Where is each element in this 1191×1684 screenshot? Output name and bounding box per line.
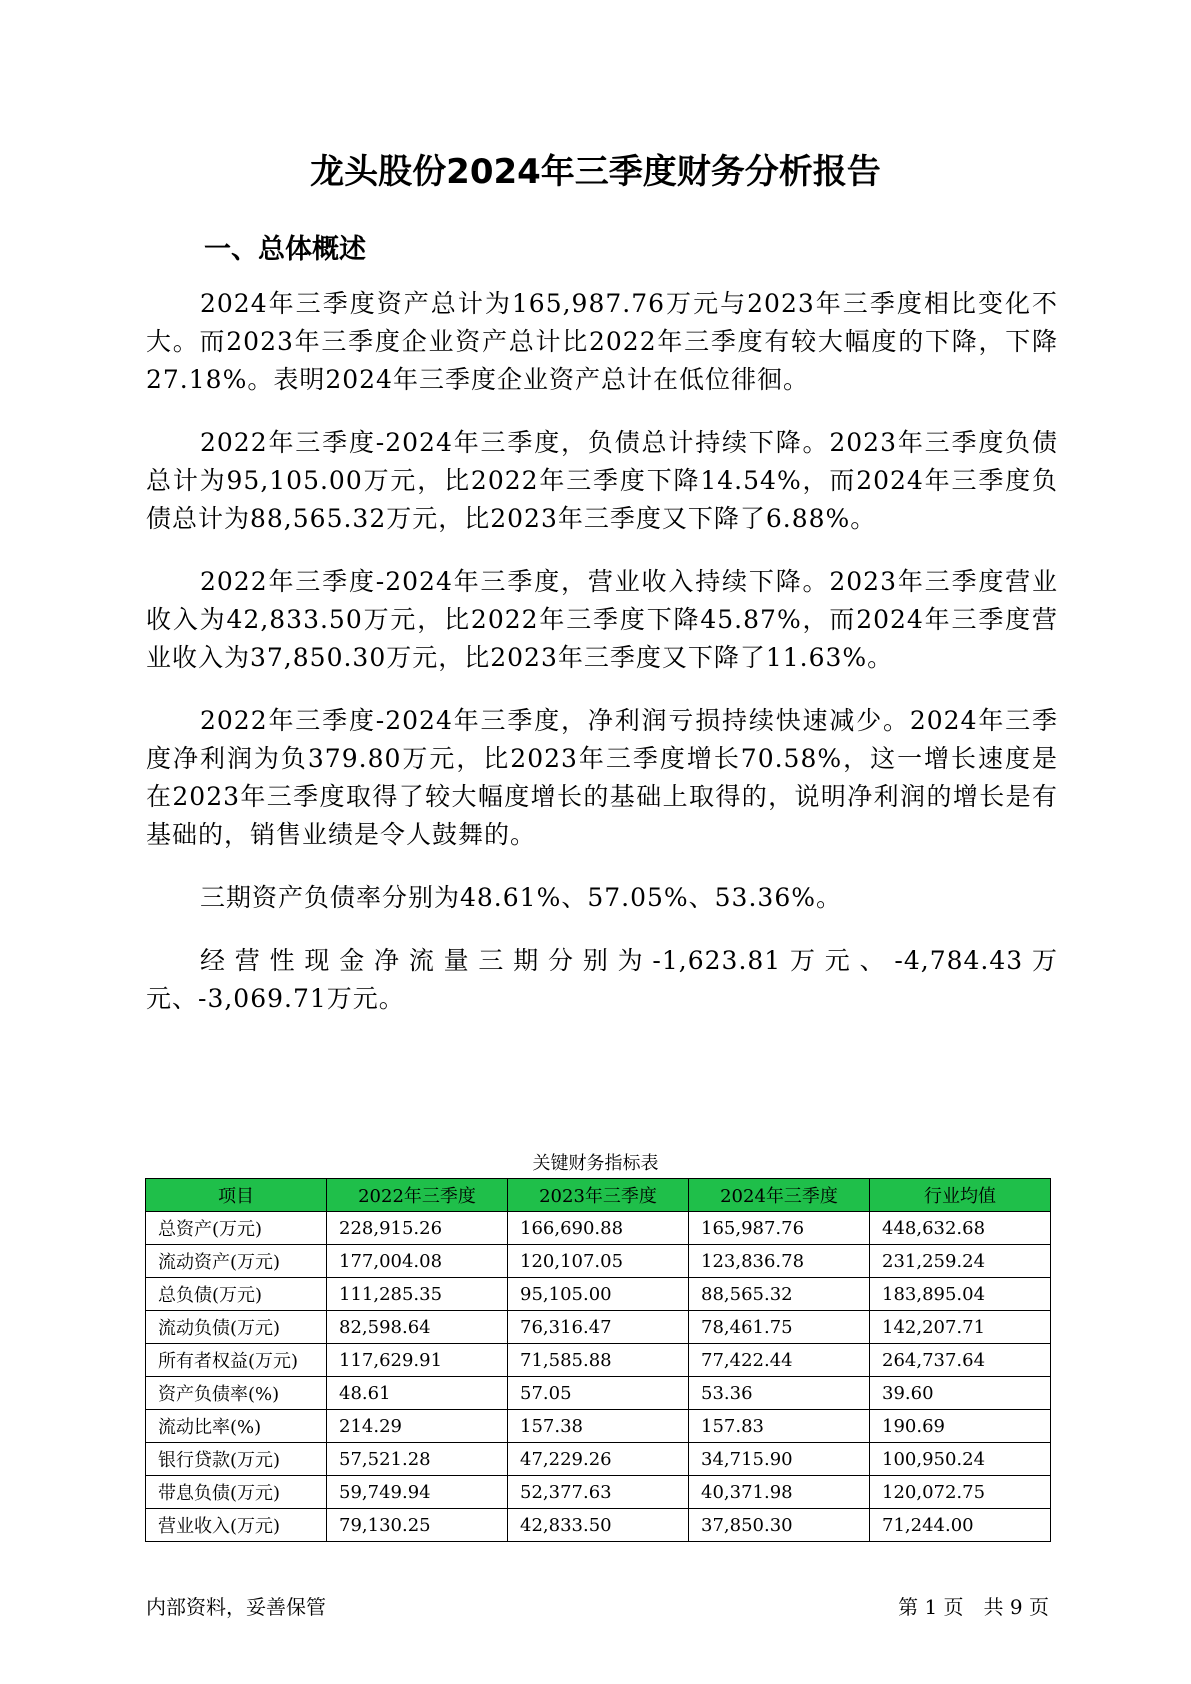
cell-2022-q3: 117,629.91 xyxy=(327,1344,508,1377)
footer-confidential-note: 内部资料，妥善保管 xyxy=(146,1595,326,1619)
paragraph-debt-ratio: 三期资产负债率分别为48.61%、57.05%、53.36%。 xyxy=(200,883,842,912)
row-label: 带息负债(万元) xyxy=(146,1476,327,1509)
table-row xyxy=(146,1245,1051,1278)
cell-2023-q3: 57.05 xyxy=(508,1377,689,1410)
paragraph-cash-flow: 经营性现金净流量三期分别为-1,623.81万元、-4,784.43万元、-3,069.71万元。 xyxy=(146,946,1058,1013)
cell-2023-q3: 120,107.05 xyxy=(508,1245,689,1278)
cell-2024-q3: 157.83 xyxy=(689,1410,870,1443)
table-caption: 关键财务指标表 xyxy=(532,1153,659,1174)
cell-industry-average: 120,072.75 xyxy=(870,1476,1051,1509)
cell-2024-q3: 53.36 xyxy=(689,1377,870,1410)
cell-2023-q3: 157.38 xyxy=(508,1410,689,1443)
cell-industry-average: 142,207.71 xyxy=(870,1311,1051,1344)
cell-industry-average: 448,632.68 xyxy=(870,1212,1051,1245)
table-row xyxy=(146,1410,1051,1443)
body-text xyxy=(146,285,1058,1043)
paragraph-revenue: 2022年三季度-2024年三季度，营业收入持续下降。2023年三季度营业收入为42,833.50万元，比2022年三季度下降45.87%，而2024年三季度营业收入为37,850.30万元，比2023年三季度又下降了11.63%。 xyxy=(146,567,1058,672)
row-label: 所有者权益(万元) xyxy=(146,1344,327,1377)
cell-2024-q3: 40,371.98 xyxy=(689,1476,870,1509)
page-title: 龙头股份2024年三季度财务分析报告 xyxy=(310,152,881,192)
header-item: 项目 xyxy=(146,1179,327,1212)
cell-2022-q3: 177,004.08 xyxy=(327,1245,508,1278)
cell-2024-q3: 37,850.30 xyxy=(689,1509,870,1542)
cell-2024-q3: 34,715.90 xyxy=(689,1443,870,1476)
row-label: 营业收入(万元) xyxy=(146,1509,327,1542)
cell-2023-q3: 95,105.00 xyxy=(508,1278,689,1311)
row-label: 资产负债率(%) xyxy=(146,1377,327,1410)
paragraph-net-profit: 2022年三季度-2024年三季度，净利润亏损持续快速减少。2024年三季度净利润为负379.80万元，比2023年三季度增长70.58%，这一增长速度是在2023年三季度取得了较大幅度增长的基础上取得的，说明净利润的增长是有基础的，销售业绩是令人鼓舞的。 xyxy=(146,706,1058,849)
row-label: 流动资产(万元) xyxy=(146,1245,327,1278)
paragraph-liabilities: 2022年三季度-2024年三季度，负债总计持续下降。2023年三季度负债总计为95,105.00万元，比2022年三季度下降14.54%，而2024年三季度负债总计为88,565.32万元，比2023年三季度又下降了6.88%。 xyxy=(146,428,1058,533)
row-label: 银行贷款(万元) xyxy=(146,1443,327,1476)
row-label: 流动比率(%) xyxy=(146,1410,327,1443)
cell-2024-q3: 78,461.75 xyxy=(689,1311,870,1344)
cell-industry-average: 264,737.64 xyxy=(870,1344,1051,1377)
header-2023-q3: 2023年三季度 xyxy=(508,1179,689,1212)
cell-2023-q3: 47,229.26 xyxy=(508,1443,689,1476)
cell-2022-q3: 214.29 xyxy=(327,1410,508,1443)
table-row xyxy=(146,1509,1051,1542)
cell-2024-q3: 77,422.44 xyxy=(689,1344,870,1377)
cell-2022-q3: 111,285.35 xyxy=(327,1278,508,1311)
table-row xyxy=(146,1443,1051,1476)
table-row xyxy=(146,1344,1051,1377)
section-heading: 一、总体概述 xyxy=(204,234,366,265)
cell-2024-q3: 165,987.76 xyxy=(689,1212,870,1245)
table-row xyxy=(146,1311,1051,1344)
cell-2022-q3: 82,598.64 xyxy=(327,1311,508,1344)
table-row xyxy=(146,1476,1051,1509)
table-header-row xyxy=(146,1179,1051,1212)
cell-2023-q3: 52,377.63 xyxy=(508,1476,689,1509)
cell-2023-q3: 71,585.88 xyxy=(508,1344,689,1377)
cell-2022-q3: 79,130.25 xyxy=(327,1509,508,1542)
row-label: 总资产(万元) xyxy=(146,1212,327,1245)
table-row xyxy=(146,1377,1051,1410)
cell-2023-q3: 76,316.47 xyxy=(508,1311,689,1344)
table-row xyxy=(146,1212,1051,1245)
cell-industry-average: 39.60 xyxy=(870,1377,1051,1410)
cell-2024-q3: 88,565.32 xyxy=(689,1278,870,1311)
cell-industry-average: 100,950.24 xyxy=(870,1443,1051,1476)
header-2024-q3: 2024年三季度 xyxy=(689,1179,870,1212)
cell-2024-q3: 123,836.78 xyxy=(689,1245,870,1278)
cell-industry-average: 183,895.04 xyxy=(870,1278,1051,1311)
cell-industry-average: 231,259.24 xyxy=(870,1245,1051,1278)
table-row xyxy=(146,1278,1051,1311)
cell-2022-q3: 228,915.26 xyxy=(327,1212,508,1245)
cell-2023-q3: 166,690.88 xyxy=(508,1212,689,1245)
row-label: 总负债(万元) xyxy=(146,1278,327,1311)
cell-industry-average: 190.69 xyxy=(870,1410,1051,1443)
cell-2023-q3: 42,833.50 xyxy=(508,1509,689,1542)
header-industry-average: 行业均值 xyxy=(870,1179,1051,1212)
cell-2022-q3: 59,749.94 xyxy=(327,1476,508,1509)
cell-2022-q3: 57,521.28 xyxy=(327,1443,508,1476)
cell-industry-average: 71,244.00 xyxy=(870,1509,1051,1542)
footer-page-number: 第 1 页 共 9 页 xyxy=(898,1595,1049,1619)
cell-2022-q3: 48.61 xyxy=(327,1377,508,1410)
paragraph-assets: 2024年三季度资产总计为165,987.76万元与2023年三季度相比变化不大。而2023年三季度企业资产总计比2022年三季度有较大幅度的下降，下降27.18%。表明2024年三季度企业资产总计在低位徘徊。 xyxy=(146,289,1058,394)
key-financial-indicators-table xyxy=(145,1178,1051,1542)
row-label: 流动负债(万元) xyxy=(146,1311,327,1344)
header-2022-q3: 2022年三季度 xyxy=(327,1179,508,1212)
